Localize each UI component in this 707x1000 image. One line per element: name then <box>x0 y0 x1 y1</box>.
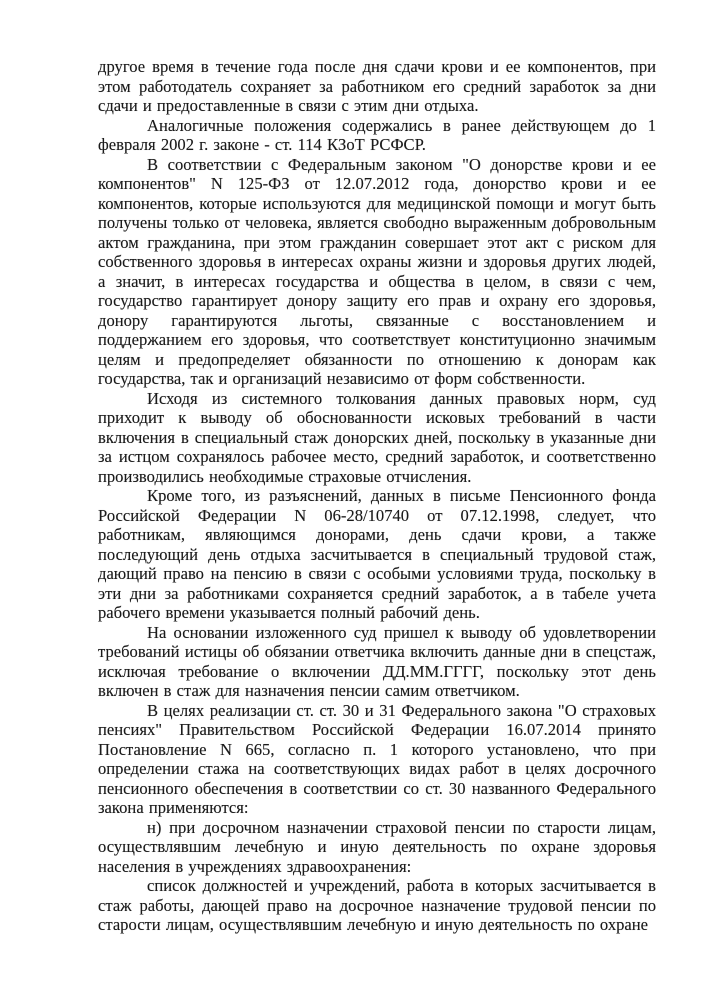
paragraph-pension-fund-letter: Кроме того, из разъяснений, данных в письме Пенсионного фонда Российской Федерации N 06-28/10740 от 07.12.1998, следует, что работникам, являющимся донорами, день сдачи крови, а также последующий день отдыха засчитывается в специальный трудовой стаж, дающий право на пенсию в связи с особыми условиями труда, поскольку в эти дни за работниками сохраняется средний заработок, а в табеле учета рабочего времени указывается полный рабочий день. <box>98 486 656 622</box>
paragraph-court-decision-spetsstazh: На основании изложенного суд пришел к выводу об удовлетворении требований истицы об обязании ответчика включить данные дни в спецстаж, исключая требование о включении ДД.ММ.ГГГГ, поскольку этот день включен в стаж для назначения пенсии самим ответчиком. <box>98 622 656 700</box>
paragraph-resolution-665: В целях реализации ст. ст. 30 и 31 Федерального закона "О страховых пенсиях" Правительством Российской Федерации 16.07.2014 принято Постановление N 665, согласно п. 1 которого установлено, что при определении стажа на соответствующих видах работ в целях досрочного пенсионного обеспечения в соответствии со ст. 30 названного Федерального закона применяются: <box>98 700 656 817</box>
paragraph-federal-law-125fz: В соответствии с Федеральным законом "О донорстве крови и ее компонентов" N 125-ФЗ от 12.07.2012 года, донорство крови и ее компонентов, которые используются для медицинской помощи и могут быть получены только от человека, является свободно выраженным добровольным актом гражданина, при этом гражданин совершает этот акт с риском для собственного здоровья в интересах охраны жизни и здоровья других людей, а значит, в интересах государства и общества в целом, в связи с чем, государство гарантирует донору защиту его прав и охрану его здоровья, донору гарантируются льготы, связанные с восстановлением и поддержанием его здоровья, что соответствует конституционно значимым целям и предопределяет обязанности по отношению к донорам как государства, так и организаций независимо от форм собственности. <box>98 154 656 388</box>
paragraph-court-conclusion-donor-days: Исходя из системного толкования данных правовых норм, суд приходит к выводу об обоснованности исковых требований в части включения в специальный стаж донорских дней, поскольку в указанные дни за истцом сохранялось рабочее место, средний заработок, и соответственно производились необходимые страховые отчисления. <box>98 388 656 486</box>
paragraph-item-n-early-pension: н) при досрочном назначении страховой пенсии по старости лицам, осуществлявшим лечебную и иную деятельность по охране здоровья населения в учреждениях здравоохранения: <box>98 817 656 876</box>
paragraph-continuation: другое время в течение года после дня сдачи крови и ее компонентов, при этом работодатель сохраняет за работником его средний заработок за дни сдачи и предоставленные в связи с этим дни отдыха. <box>98 57 656 115</box>
paragraph-analogous-provisions: Аналогичные положения содержались в ранее действующем до 1 февраля 2002 г. законе - ст. 114 КЗоТ РСФСР. <box>98 115 656 154</box>
paragraph-list-of-positions: список должностей и учреждений, работа в которых засчитывается в стаж работы, дающей право на досрочное назначение трудовой пенсии по старости лицам, осуществлявшим лечебную и иную деятельность по охране <box>98 876 656 934</box>
